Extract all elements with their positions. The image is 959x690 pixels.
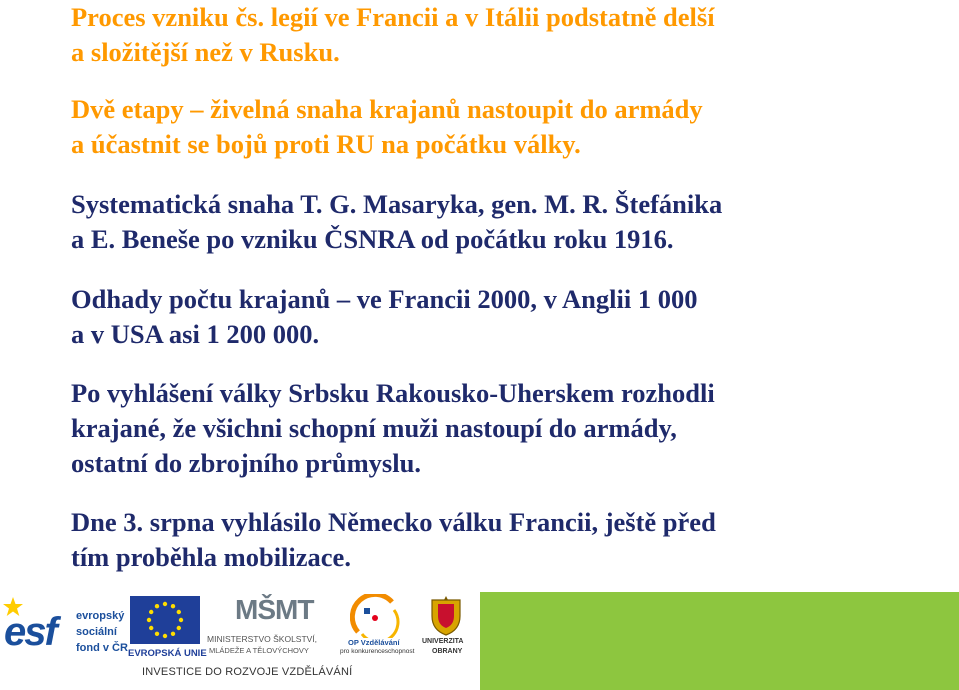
esf-line1: evropský: [76, 610, 125, 622]
paragraph-line: Proces vzniku čs. legií ve Francii a v Itálii podstatně delší: [71, 2, 715, 32]
univerzita-obrany-logo: [418, 592, 474, 662]
paragraph-line: a účastnit se bojů proti RU na počátku války.: [71, 129, 581, 159]
paragraph-line: krajané, že všichni schopní muži nastoupí do armády,: [71, 413, 677, 443]
paragraph-line: Po vyhlášení války Srbsku Rakousko-Uherskem rozhodli: [71, 378, 715, 408]
paragraph-line: Systematická snaha T. G. Masaryka, gen. M. R. Štefánika: [71, 189, 723, 219]
esf-line3: fond v ČR: [76, 642, 128, 654]
paragraph-line: a v USA asi 1 200 000.: [71, 319, 320, 349]
msmt-line2: MLÁDEŽE A TĚLOVÝCHOVY: [209, 646, 309, 655]
paragraph-line: a E. Beneše po vzniku ČSNRA od počátku roku 1916.: [71, 224, 674, 254]
eu-flag-icon: [130, 596, 200, 644]
esf-line2: sociální: [76, 626, 117, 638]
esf-logo: [2, 596, 127, 662]
eu-logo: [128, 594, 206, 662]
green-panel: [480, 592, 959, 690]
op-vk-logo: [340, 592, 415, 662]
paragraph-line: a složitější než v Rusku.: [71, 37, 340, 67]
paragraph-3: [71, 187, 722, 257]
paragraph-4: [71, 282, 698, 352]
uo-line2: OBRANY: [432, 648, 463, 655]
paragraph-2: [71, 92, 703, 162]
paragraph-1: [71, 0, 715, 70]
esf-mark: esf: [4, 610, 56, 654]
shield-icon: [428, 594, 464, 636]
paragraph-line: Dne 3. srpna vyhlásilo Německo válku Francii, ještě před: [71, 507, 716, 537]
paragraph-line: Odhady počtu krajanů – ve Francii 2000, v Anglii 1 000: [71, 284, 698, 314]
uo-line1: UNIVERZITA: [422, 638, 464, 645]
paragraph-line: ostatní do zbrojního průmyslu.: [71, 448, 421, 478]
paragraph-5: [71, 376, 715, 481]
op-vk-emblem-icon: [350, 594, 400, 638]
msmt-logo: [207, 592, 332, 662]
op-vk-line1: OP Vzdělávání: [348, 638, 400, 647]
footer-banner: [0, 592, 959, 690]
op-vk-line2: pro konkurenceschopnost: [340, 648, 415, 655]
msmt-line1: MINISTERSTVO ŠKOLSTVÍ,: [207, 634, 318, 644]
paragraph-6: [71, 505, 716, 575]
partner-logos: [0, 592, 480, 690]
msmt-mark: MŠMT: [235, 594, 314, 625]
paragraph-line: tím proběhla mobilizace.: [71, 542, 351, 572]
paragraph-line: Dvě etapy – živelná snaha krajanů nastoupit do armády: [71, 94, 703, 124]
eu-label: EVROPSKÁ UNIE: [128, 648, 207, 659]
footer-caption: INVESTICE DO ROZVOJE VZDĚLÁVÁNÍ: [142, 666, 353, 678]
